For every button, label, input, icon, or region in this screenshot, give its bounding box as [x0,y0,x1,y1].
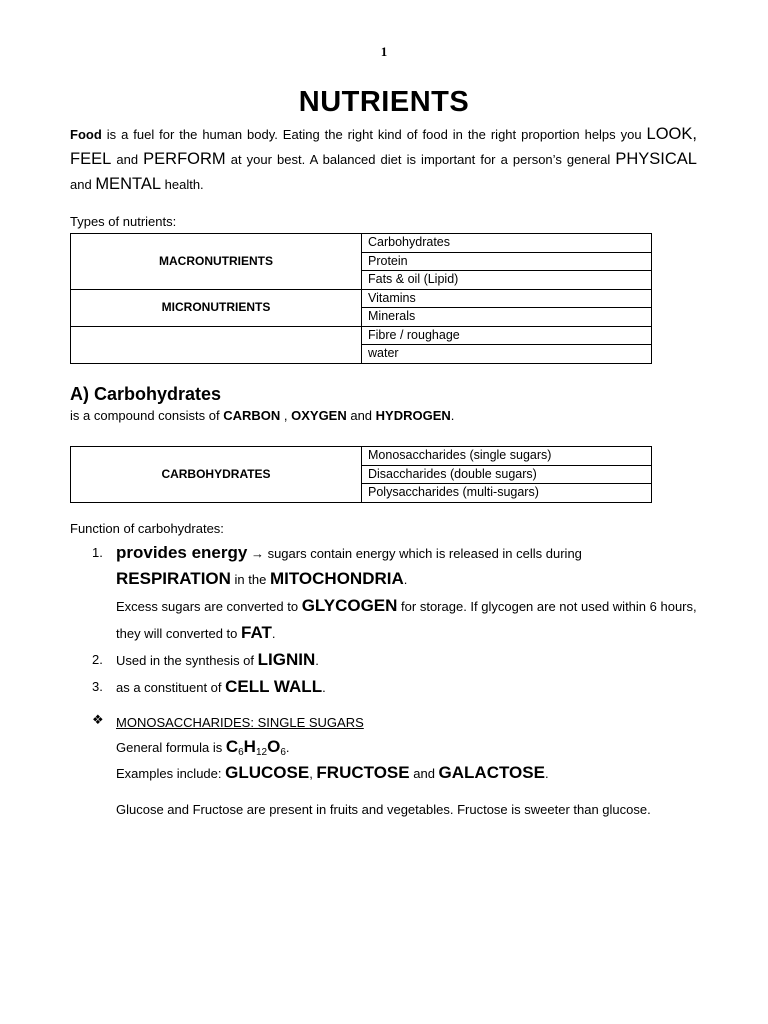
carbohydrates-heading: A) Carbohydrates [70,384,222,404]
formula-h: H [243,737,256,756]
function-label: Function of carbohydrates: [70,521,224,536]
def-text: is a compound consists of [70,408,224,423]
f1-excess: Excess sugars are converted to [116,599,302,614]
formula-h-sub: 12 [255,747,268,758]
formula-end: . [285,740,290,755]
nutrients-table [70,233,652,364]
monosaccharides-heading: MONOSACCHARIDES: SINGLE SUGARS [116,715,364,730]
intro-text-3: health. [161,177,204,192]
intro-feel: FEEL [70,150,112,168]
carb-item: Polysaccharides (multi-sugars) [362,484,652,503]
intro-and-1: and [111,152,144,167]
f3-text: as a constituent of [116,680,226,695]
intro-paragraph [70,122,697,197]
f1-text: sugars contain energy which is released in cells during [263,546,582,561]
carb-item: Disaccharides (double sugars) [362,465,652,484]
def-sep: , [280,408,292,423]
intro-text-1: is a fuel for the human body. Eating the right kind of food in the right proportion helps you [101,127,647,142]
empty-category-cell [71,326,362,363]
types-label: Types of nutrients: [70,214,177,229]
intro-perform: PERFORM [143,150,226,168]
nutrient-item: Protein [362,252,652,271]
formula-c: C [225,737,239,756]
nutrient-item: water [362,345,652,364]
def-oxygen: OXYGEN [291,408,347,423]
f1-dot2: . [271,626,276,641]
glucose: GLUCOSE [225,763,310,782]
def-end: . [450,408,455,423]
item-number: 3. [92,679,103,694]
intro-food: Food [70,127,102,142]
item-number: 1. [92,545,103,560]
f1-inthe: in the [230,572,270,587]
def-and: and [346,408,376,423]
carb-item: Monosaccharides (single sugars) [362,447,652,466]
mitochondria: MITOCHONDRIA [269,569,404,588]
micronutrients-cell: MICRONUTRIENTS [71,289,362,326]
f2-text: Used in the synthesis of [116,653,258,668]
table-row [71,326,652,345]
table-row [71,289,652,308]
carbohydrates-cell: CARBOHYDRATES [71,447,362,503]
table-row [71,447,652,466]
f1-dot: . [403,572,408,587]
carbohydrates-table [70,446,652,503]
nutrient-item: Fats & oil (Lipid) [362,271,652,290]
macronutrients-cell: MACRONUTRIENTS [71,234,362,290]
intro-look: LOOK [646,125,693,143]
list-item [92,540,712,647]
table-row [71,234,652,253]
nutrient-item: Minerals [362,308,652,327]
page-number: 1 [380,44,388,59]
cell-wall: CELL WALL [225,677,323,696]
monosaccharides-section [92,712,712,820]
ex-end: . [544,766,549,781]
nutrient-item: Vitamins [362,289,652,308]
intro-text-2: at your best. A balanced diet is important for a person’s general [225,152,616,167]
page-title: NUTRIENTS [298,86,470,118]
item-number: 2. [92,652,103,667]
formula-label: General formula is [116,740,226,755]
f2-dot: . [315,653,319,668]
intro-physical: PHYSICAL [615,150,697,168]
def-hydrogen: HYDROGEN [375,408,451,423]
f1-storage: for storage. If glycogen are not used within 6 hours, they will converted to [116,599,697,641]
nutrient-item: Fibre / roughage [362,326,652,345]
general-formula [116,734,712,760]
examples [116,760,712,786]
formula-o-sub: 6 [280,747,286,758]
function-list [92,540,712,701]
intro-mental: MENTAL [95,175,162,193]
nutrient-item: Carbohydrates [362,234,652,253]
ex-and: and [409,766,439,781]
respiration: RESPIRATION [116,569,231,588]
arrow-icon: → [250,546,264,561]
list-item [92,674,712,701]
galactose: GALACTOSE [438,763,545,782]
list-item [92,647,712,674]
glucose-fructose-note: Glucose and Fructose are present in fruits and vegetables. Fructose is sweeter than glucose. [116,802,651,817]
formula-o: O [267,737,281,756]
fructose: FRUCTOSE [316,763,410,782]
examples-label: Examples include: [116,766,226,781]
formula-c-sub: 6 [238,747,244,758]
carbohydrates-definition [70,408,454,423]
glycogen: GLYCOGEN [301,596,398,615]
def-carbon: CARBON [223,408,281,423]
ex-comma: , [309,766,317,781]
excess-sugars-paragraph [116,593,701,647]
intro-and-2: and [70,177,96,192]
diamond-bullet-icon: ❖ [92,712,104,727]
lignin: LIGNIN [257,650,316,669]
intro-comma: , [692,125,697,143]
fat: FAT [241,623,272,642]
provides-energy: provides energy [116,543,248,562]
f3-dot: . [322,680,326,695]
